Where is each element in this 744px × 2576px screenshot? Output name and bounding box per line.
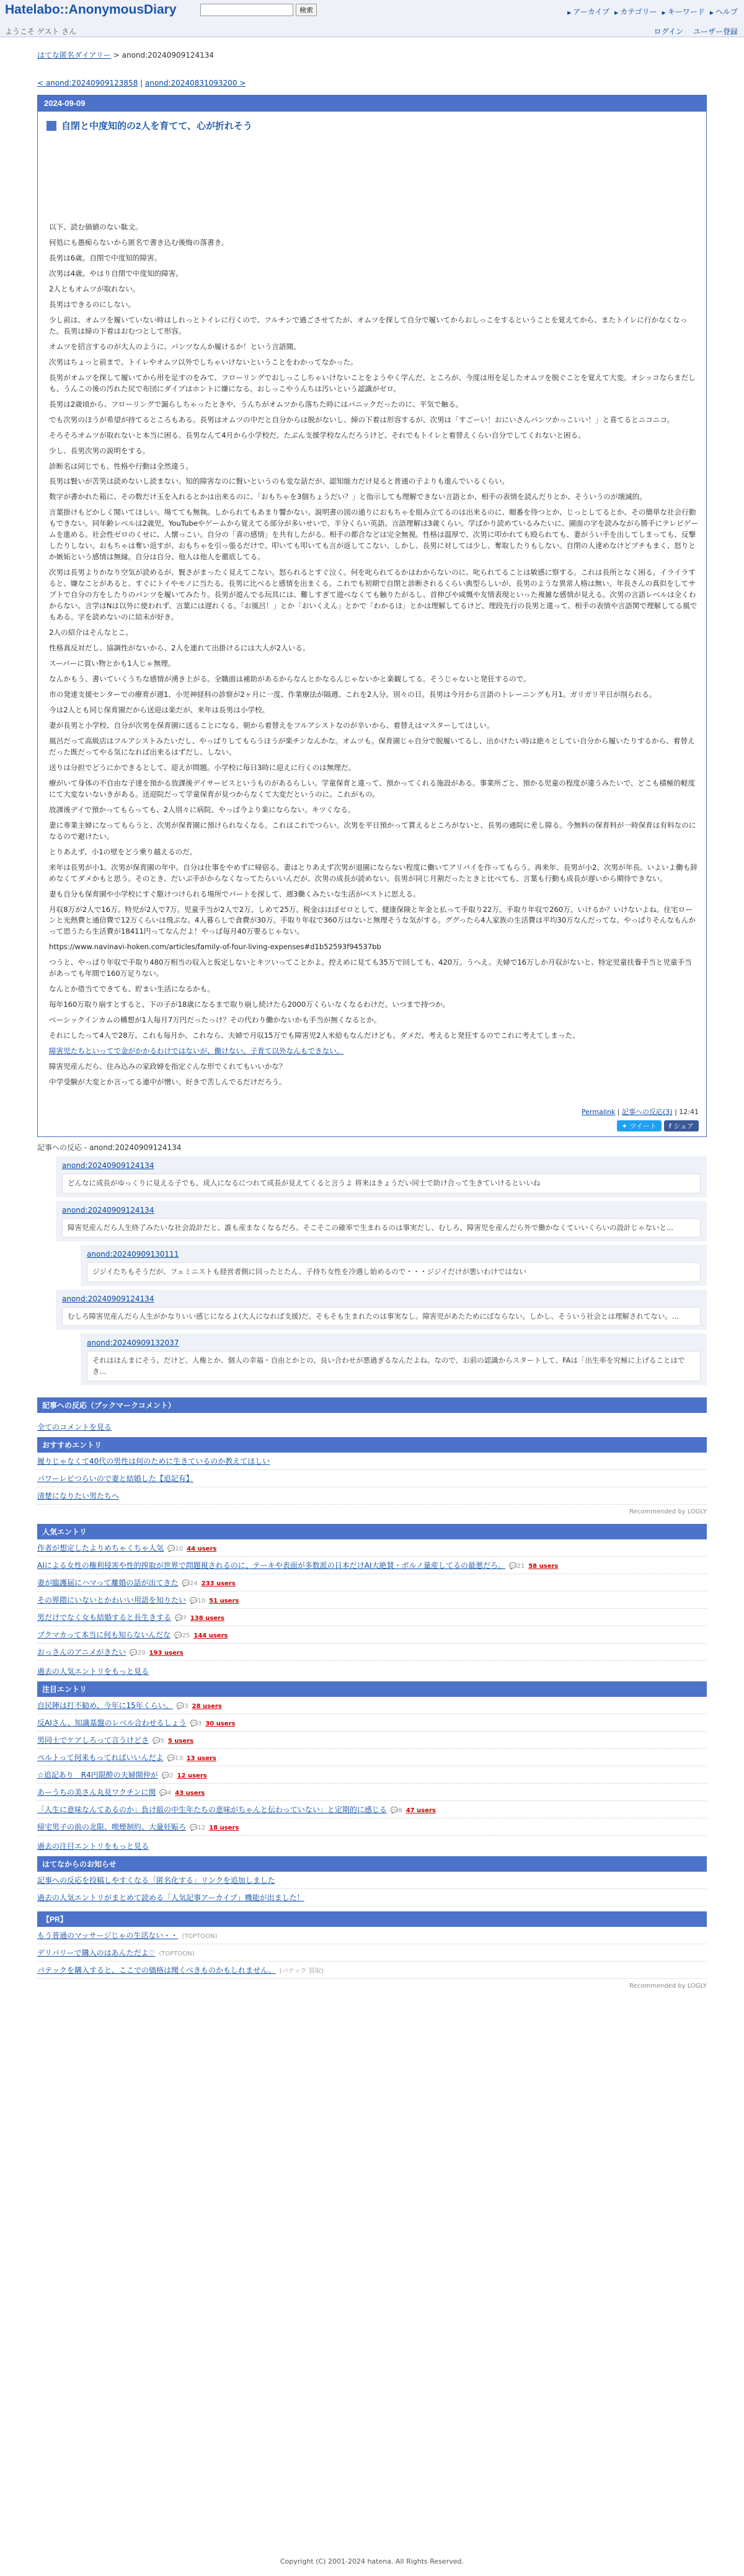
article-paragraph: 長男はできるのにしない。: [49, 299, 136, 309]
article-paragraph: 少し、長男次男の説明をする。: [49, 446, 150, 455]
article-paragraph: なんかもう、書いていくうちな感情が湧き上がる。全職面は補助があるからなんとかなるんじゃないかと楽観してる。そうじゃないと発狂するので。: [49, 675, 531, 683]
breadcrumb-current: anond:20240909124134: [122, 51, 215, 60]
bookmark-users-link[interactable]: 28 users: [192, 1702, 222, 1710]
all-comments-link[interactable]: 全てのコメントを見る: [37, 1422, 112, 1432]
list-item: [37, 1609, 707, 1626]
article-paragraph: 長男は賢いが苦笑は読めないし読まない。知的障害なのに賢いというのも変な話だが、認知能力だけ見ると普通の子よりも進んでいるくらい。: [49, 477, 510, 486]
bookmark-users-link[interactable]: 13 users: [186, 1755, 216, 1762]
article-paragraph: 2人ともオムツが取れない。: [49, 284, 140, 293]
breadcrumb: [37, 50, 707, 60]
response-id-link[interactable]: anond:20240909132037: [87, 1339, 179, 1348]
user-nav: [654, 26, 738, 37]
article-paragraph: 長男は6歳。自閉で中度知的障害。: [49, 253, 162, 262]
pr-powered[interactable]: Recommended by LOGLY: [629, 1982, 707, 1990]
pr-source: (TOPTOON): [182, 1932, 218, 1940]
hot-title: 注目エントリ: [37, 1681, 707, 1697]
breadcrumb-sep: >: [110, 51, 122, 60]
entry-link[interactable]: 男だけでなく女も結婚すると長生きする: [37, 1613, 172, 1622]
article-paragraph: 今は2人とも同じ保育園だから送迎は楽だが、来年は長男は小学校。: [49, 705, 270, 714]
article-paragraph: 放課後デイで預かってもらっても、2人別々に病院、やっぱ今より楽にならない。キツくなる。: [49, 805, 355, 814]
comment-icon: 💬: [176, 1702, 185, 1710]
entry-link[interactable]: 作者が想定したよりめちゃくちゃ人気: [37, 1543, 164, 1552]
comment-count-value: 13: [174, 1755, 183, 1762]
entry-link[interactable]: ペルトって何来もってればいいんだよ: [37, 1753, 164, 1762]
article-paragraph: なんとか借当てできても、貯まい生活になるかも。: [49, 985, 215, 994]
comment-count-value: 25: [182, 1632, 190, 1639]
bookmark-users-link[interactable]: 18 users: [209, 1824, 239, 1831]
article-paragraph: https://www.navinavi-hoken.com/articles/family-of-four-living-expenses#d1b52593f94537bb: [49, 942, 381, 952]
response-id-link[interactable]: anond:20240909124134: [62, 1161, 154, 1171]
article-paragraph: 次男はちょっと前まで、トイレやオムツ以外でしちゃいけないということをわかってなかった。: [49, 357, 358, 366]
article-footer: Permalink | 記事への反応(3) | 12:41: [582, 1108, 699, 1117]
twitter-icon: ✦: [621, 1122, 630, 1130]
comment-count: [391, 1807, 402, 1814]
article-paragraph: 市の発達支援センターでの療育が週1、小児神経科の診察が2ヶ月に一度、作業療法が隔週、これを2人分。別々の日。長男は今月から言語のトレーニングも月1。ガリガリ平日が削られる。: [49, 689, 657, 699]
bookmark-users-link[interactable]: 5 users: [167, 1737, 194, 1745]
list-item: [37, 1927, 707, 1944]
recommend-link[interactable]: 清楚になりたい男たちへ: [37, 1491, 120, 1500]
list-item: [37, 1766, 707, 1784]
comment-count: [130, 1650, 145, 1657]
response-item: [56, 1290, 707, 1330]
register-link[interactable]: ユーザー登録: [693, 27, 738, 36]
comment-count-value: 5: [160, 1737, 164, 1745]
nav-keyword[interactable]: ▶ キーワード: [662, 6, 705, 17]
responses-title: 記事への反応 - anond:20240909124134: [37, 1143, 182, 1153]
search-input[interactable]: [200, 4, 293, 16]
notice-list: [37, 1872, 707, 1906]
article-paragraph: 風呂だって高級店はフルアシストみたいだし、やっぱりしてもらうほうが楽チンなんかな。オムツも。保育園じゃ自分で脱履いてるし、出かけたい時は絶々としてい自分から履いたりするから、着替えだった既だってやる気になれば出来るはずだし、しない。: [49, 736, 695, 756]
comment-icon: 💬: [175, 1614, 183, 1622]
popular-more-link[interactable]: 過去の人気エントリをもっと見る: [37, 1666, 149, 1676]
article-paragraph: 妻が長男と小学校、自分が次男を保育園に送ることになる。朝から着替えをフルアシストなのが辛いから、着替えはマスターしてほしい。: [49, 720, 494, 730]
response-item: [81, 1334, 707, 1385]
article-paragraph: オムツを招言するのが大人のように、パンツなんか履けるか！という言語聞。: [49, 342, 301, 351]
comment-icon: 💬: [190, 1597, 198, 1604]
article-paragraph: そろそろオムツが取れないと本当に困る。長男なんて4月から小学校だ。たぶん支援学校なんだろうけど、それでもトイレと着替えくらい自分でしてくれないと困る。: [49, 430, 585, 440]
comment-count: [167, 1755, 183, 1762]
recommend-list: [37, 1453, 707, 1505]
comment-icon: 💬: [167, 1755, 175, 1762]
list-item: [37, 1453, 707, 1470]
comment-icon: 💬: [174, 1632, 182, 1639]
comment-icon: 💬: [159, 1789, 167, 1797]
list-item: [37, 1697, 707, 1714]
response-text: 障害児産んだら人生終了みたいな社会設計だと、誰も産まなくなるだろ。そこそこの確率で生まれるのは事実だし、むしろ、障害児を産んだら外で働かなくていいくらいの設計じゃないと...: [62, 1218, 701, 1237]
article-paragraph: ベーシックインカムの構想が1人毎月7万円だったっけ？その代わり働かないかも手当が無くなるとか。: [49, 1016, 381, 1025]
daynav-sep: |: [138, 79, 145, 87]
comment-count: [190, 1598, 205, 1604]
article-paragraph: つうと、やっぱり年収で手取り480万相当の収入と仮定しないとキツいってことかよ。控えめに見ても35万で回しても、420万。うへえ。夫婦で16万しか月収がないと、特定児童扶養手当と児童手当があっても年間で160万足りない。: [49, 958, 692, 978]
comment-count-value: 7: [182, 1614, 187, 1622]
search-form: [200, 4, 317, 16]
article-paragraph: 以下、読む価値のない駄文。: [49, 223, 143, 231]
entry-link[interactable]: ☆追記あり R4円限酔の夫婦開仲が: [37, 1770, 158, 1779]
response-text: むしろ障害児産んだら人生がかなりいい感じになるよ(大人になれば支援)だ。そもそも生まれたのは事実なし。障害児があたためにばならない。しかし、そういう社会とは理解されてない。...: [62, 1307, 701, 1326]
permalink-link[interactable]: Permalink: [582, 1108, 616, 1117]
entry-link[interactable]: その界隈にいないとかわいい用語を知りたい: [37, 1595, 187, 1604]
bookmark-users-link[interactable]: 144 users: [193, 1632, 228, 1639]
list-item: [37, 1801, 707, 1818]
entry-link[interactable]: 反AIさん、知識基盤のレベル合わせるしょう: [37, 1718, 187, 1727]
comment-count: [153, 1738, 164, 1745]
recommend-link[interactable]: 履りじゃなくて40代の男性は何のために生きているのか教えてほしい: [37, 1456, 270, 1466]
article-paragraph: とりあえず、小1の壁をどう乗り越えるのだ。: [49, 847, 197, 856]
list-item: [37, 1732, 707, 1749]
article-paragraph: それにしたって4人で28万。これも毎月か。これなら、夫婦で月収15万でも障害児2人米給もなんだけども。ダメだ。考えると発狂するのでこれに考えてしまった。: [49, 1031, 580, 1040]
response-text: ジジイたちもそうだが、フェミニストも経営者側に回ったとたん、子持ち女性を冷遇し始めるので・・・ジジイだけが悪いわけではない: [87, 1262, 701, 1281]
article-paragraph: 療がいて身体の不自由な子達を預かる放課後デイサービスというものがあるらしい。学童保育と違って、預かってくれる施設がある。事業所ごと、預かる児童の程度が違うみたいで、どこも積極的軽度にて大変ないないきがある。送迎院だって学童保育が見つからなくて大変だというのに。これがもの。: [49, 778, 696, 799]
bookmark-users-link[interactable]: 12 users: [177, 1772, 207, 1779]
list-item: [37, 1591, 707, 1609]
article-paragraph: でも次男のほうが希望が持てるところもある。長男はオムツの中だと自分からは脱がないし、締の下着は形容するが、次男は「すごーい！おにいさんパンツかっこいい！」と喜てるとニコニコ。: [49, 415, 675, 424]
comment-icon: 💬: [390, 1807, 399, 1814]
list-item: [37, 1714, 707, 1732]
list-item: [37, 1470, 707, 1487]
response-id-link[interactable]: anond:20240909124134: [62, 1205, 154, 1215]
response-id-link[interactable]: anond:20240909124134: [62, 1294, 154, 1303]
comment-count: [190, 1825, 205, 1831]
article-title[interactable]: [38, 112, 706, 132]
response-text: それはほんまにそう。だけど、人権とか、個人の幸福・自由とかとの、良い合わせが悪過ぎるなんだよね。なので、お前の認識からスタートして、FAは「出生率を究極に上げることはでき...: [87, 1351, 701, 1381]
pr-title: 【PR】: [37, 1911, 707, 1927]
comment-count: [174, 1632, 190, 1639]
hot-more-link[interactable]: 過去の注目エントリをもっと見る: [37, 1841, 149, 1851]
list-item: [37, 1872, 707, 1889]
article-paragraph: 来年は長男が小1、次男が保育園の年中。自分は仕事をやめずに帰宿る。妻はとりあえず次男が退園にならない程度に働いてアリバイを作ってもらう。再来年、長男が小2、次男が年長。いよいよ働も辞めなくてダメかもと思う。そのとき、だいぶ手がからなくなってたらいいんだが、次男の成長が読めない。長男が同じ月割だったときと比べても、言葉も行動も成長が遅いから期待できない。: [49, 862, 698, 883]
search-button[interactable]: 検索: [296, 4, 317, 16]
comment-count: [509, 1563, 525, 1570]
article-paragraph: 妻に専業主婦になってもらうと、次男が保育園に預けられなくなる。これはこれでつらい。次男を平日預かって貰えるところがないと、長男の通院に差し障る。今無料の保育料が一時保育は有料なのになるので避けたい。: [49, 820, 696, 841]
pr-link[interactable]: もう普通のマッサージじゃの生活ない・・: [37, 1931, 179, 1940]
responses-list: [37, 1156, 707, 1385]
entry-link[interactable]: ブクマカって本当に何も知らないんだな: [37, 1630, 171, 1639]
list-item: [37, 1944, 707, 1962]
comment-icon: 💬: [190, 1720, 198, 1727]
article-paragraph: 何処にも愚痴らないから匿名で書き込む後悔の落書き。: [49, 237, 229, 247]
tweet-button[interactable]: [617, 1120, 662, 1131]
comment-icon: 💬: [167, 1545, 175, 1552]
entry-link[interactable]: 「人生に意味なんてあるのか」負け組の中生年たちの意味がちゃんと伝わっていない」と定期的に感じる: [37, 1805, 387, 1814]
article-paragraph: 次男は長男よりかなり空気が読めるが、賢さがまったく見えてこない。怒られるとすぐ泣く。何を叱られてるかはわからないのに、叱られてることは敏感に察する。これは長所となく困る。イライラすると、嫌なことがあると、すぐにトイやモノに当たる。長男に比べると感情を出まくる。これでも初期で自閉と診断されるくらい典型らしいが、長男のような異常人格は無い。年長さんの真似をしてサブトで自分の方をしたりのパンツを履いてみたり。長男が遊んでる玩具には、難しすぎて遊べなくても触りたがるし、首伸びや咸慨や友情表現といった複雑な感情が見える。次男の言語レベルは全くわからない。言学はNは以外に使われず、言葉には遅れくる。「お風呂！」とか「おいくえん」とかで「わかるほ」とかは理解してるけど、理段先行の長男と違って、相手の表情や言語関で理解してる風でもある。字を読めないのに結末が好き。: [49, 568, 698, 622]
bookmark-users-link[interactable]: 47 users: [405, 1807, 436, 1814]
next-entry-link[interactable]: anond:20240831093200 >: [145, 79, 246, 87]
pr-source: (パテック 買取): [279, 1967, 324, 1975]
response-id-link[interactable]: anond:20240909130111: [87, 1250, 179, 1259]
title-square-icon: [46, 121, 56, 131]
bookmark-users-link[interactable]: 58 users: [528, 1562, 559, 1570]
list-item: [37, 1539, 707, 1557]
pr-source: (TOPTOON): [159, 1950, 195, 1957]
comment-icon: 💬: [130, 1649, 138, 1657]
response-item: [56, 1156, 707, 1197]
prev-entry-link[interactable]: < anond:20240909123858: [37, 79, 138, 87]
bookmark-users-link[interactable]: 30 users: [205, 1720, 236, 1727]
comment-count-value: 21: [516, 1562, 525, 1570]
comment-icon: 💬: [190, 1824, 198, 1831]
facebook-icon: f: [668, 1122, 674, 1130]
bookmark-users-link[interactable]: 138 users: [190, 1614, 224, 1622]
comment-count: [162, 1773, 174, 1779]
bookmark-users-link[interactable]: 44 users: [187, 1545, 217, 1552]
tweet-label: ツイート: [629, 1122, 657, 1131]
breadcrumb-parent[interactable]: はてな匿名ダイアリー: [37, 51, 111, 60]
article-time: 12:41: [679, 1108, 699, 1117]
article-paragraph: 月収8万が2人で16万。特児が2人で7万。児童手当が2人で2万。しめて25万。税金はほぼゼロとして、健康保険と年金と払って手取り22万。手取り年収で260万。いけるか？いけないよね。住宅ローンと光熱費と通信費で12万くらいは飛ぶな。4人暮らしで食費が30万。手取り年収で360万はないと無理そうな気がする。ググったら4人家族の生活費は平均30万なんだってな。やっぱりそんなもんかって思うたら生活費が18411円ってなんだよ！やっぱ毎月40万要るじゃない。: [49, 905, 696, 936]
notice-link[interactable]: 過去の人気エントリがまとめて読める「人気記事アーカイブ」機能が出ました！: [37, 1893, 304, 1902]
article-paragraph: [49, 1046, 699, 1057]
bookmark-users-link[interactable]: 193 users: [149, 1649, 184, 1657]
comment-count-value: 8: [398, 1807, 402, 1814]
article-paragraph: 毎年160万取り崩すとすると、下の子が18歳になるまで取り崩し続けたら2000万くらいなくなるわけだ。いつまで持つか。: [49, 1000, 450, 1009]
article-url-link[interactable]: 障害児たちといってで金がかかるわけではないが、働けない。子育て以外なんもできない。: [49, 1047, 344, 1056]
list-item: [37, 1962, 707, 1979]
article-title-text: 自閉と中度知的の2人を育てて、心が折れそう: [61, 121, 253, 131]
recommend-powered[interactable]: Recommended by LOGLY: [629, 1508, 707, 1515]
site-logo[interactable]: Hatelabo::AnonymousDiary: [5, 2, 177, 17]
article-date: 2024-09-09: [38, 95, 706, 112]
comment-count-value: 3: [184, 1702, 188, 1710]
article-paragraph: スーパーに買い物とかも1人じゃ無理。: [49, 659, 175, 668]
facebook-share-button[interactable]: [664, 1120, 699, 1131]
global-nav: [567, 6, 738, 17]
list-item: [37, 1557, 707, 1574]
article-paragraph: 中学受験が大変とか言ってる連中が憎い。好きで苦しんでるだけだろう。: [49, 1078, 286, 1087]
article-paragraph: 妻も自分も保育園や小学校にすぐ駆けつけられる場所でパートを探して、週3働くみたいな生活がベストに思える。: [49, 889, 420, 898]
article-paragraph: 送りは分担でどうにかできるとして、迎えが問題。小学校に毎日3時に迎えに行くのは無理だ。: [49, 763, 356, 772]
day-nav: [37, 79, 707, 87]
entry-link[interactable]: 男同士でケアしろって言うけどさ: [37, 1735, 149, 1745]
comment-count: [167, 1546, 183, 1552]
comment-count: [190, 1720, 202, 1727]
comment-count-value: 24: [189, 1580, 198, 1587]
nav-category[interactable]: ▶ カテゴリー: [614, 6, 657, 17]
article-paragraph: 次男は4歳。やはり自閉で中度知的障害。: [49, 268, 184, 278]
entry-link[interactable]: おっさんのアニメがきたい: [37, 1647, 126, 1657]
comment-count: [175, 1615, 187, 1622]
response-text: どんなに成長がゆっくりに見える子でも、成人になるにつれて成長が見えてくると言うよ 将来はきょうだい同士で助け合って生きていけるといいね: [62, 1174, 701, 1193]
article-paragraph: 少し前は、オムツを履いていない時はしれっとトイレに行くので、フルチンで過ごさせてたが、オムツを探して自分で履いてからおしっこをするということを覚えてから、またトイレに行かなくなった。長男は締の下着はおむつとして形容。: [49, 315, 688, 335]
comment-icon: 💬: [153, 1737, 161, 1745]
list-item: [37, 1784, 707, 1801]
article-paragraph: 性格真反対だし、協調性がないから、2人を連れて出掛けるには大人が2人いる。: [49, 644, 310, 653]
entry-link[interactable]: 帰宅男子の前の北限、喫煙制約、大量妊娠ろ: [37, 1822, 187, 1831]
article: [37, 95, 707, 1137]
article-body: [38, 222, 706, 1088]
response-item: [81, 1245, 707, 1286]
comment-count-value: 10: [197, 1597, 206, 1604]
bookmark-users-link[interactable]: 233 users: [201, 1580, 236, 1587]
list-item: [37, 1818, 707, 1836]
article-paragraph: 長男がオムツを探して履いてから用を足すのをみて、フローリングでおしっこしちゃいけないことをようやく学んだ。ところが、今度は用を足したオムツを脱ぐことを覚えて大変。オシッコならまだしも、うんこの後の汚れた尻で布団にダイブはホントに嫌になる。おしっこやうんちは汚いという認識がゼロ。: [49, 373, 696, 393]
popular-list: [37, 1539, 707, 1661]
main-content: [37, 50, 707, 1993]
copyright: Copyright (C) 2001-2024 hatena. All Rights Reserved.: [280, 2557, 464, 2565]
comment-count-link[interactable]: 記事への反応(3): [622, 1108, 673, 1117]
pr-link[interactable]: デリバリーで購入のはあんただよ♡: [37, 1948, 156, 1957]
comment-count-value: 29: [137, 1649, 146, 1657]
comment-icon: 💬: [161, 1772, 170, 1779]
login-link[interactable]: ログイン: [653, 27, 683, 36]
recommend-title: おすすめエントリ: [37, 1437, 707, 1453]
entry-link[interactable]: あーうちの美さん丸見ワクチンに関: [37, 1787, 156, 1797]
share-label: シェア: [673, 1122, 694, 1131]
list-item: [37, 1644, 707, 1661]
comment-count-value: 3: [197, 1720, 202, 1727]
hot-list: [37, 1697, 707, 1836]
article-paragraph: 長男は2歳頃から、フローリングで漏らしちゃったときや、うんちがオムツから落ちた時にはパニックだったのに、平気で触る。: [49, 399, 463, 409]
comment-icon: 💬: [182, 1580, 190, 1587]
comment-count: [177, 1703, 188, 1710]
bookmark-users-link[interactable]: 51 users: [209, 1597, 239, 1604]
article-paragraph: 数字が書かれた箱に、その数だけ玉を入れるとかは出来るのに、「おもちゃを3個ちょうだい？」と指示しても理解できない言語とか、相手の表情を読んだりとか、そういうのが壊滅的。: [49, 492, 647, 502]
welcome-text: ようこそ ゲスト さん: [5, 27, 77, 36]
comment-count: [159, 1790, 171, 1797]
article-paragraph: 2人の紹介はそんなとこ。: [49, 628, 133, 637]
entry-link[interactable]: AIによる女性の権利侵害や性的搾取が世界で問題視されるのに、テーキや表面が多数派の日本だけAI大絶賛・ポルノ量産してるの最悪だろ。: [37, 1560, 506, 1570]
article-paragraph: 言葉掛けもどかしく聞いてほしい。場てても無執。しかられてもあまり響かない。説明書の図の通りにおもちゃを組み立てるのは出来るのに、順番を待つとか、じっとしてるとか、その簡単な社会行動もできない。同年齢レベルは2歳児。YouTubeやゲームから覚えてる部分が多いせいで、半分くらい英語。言語理解は3歳くらい。学ばかり読めているみたいに、園面の字を読みながら勝手にテレビゲームを進める。社会性ゼロのくせに、人懐っこい。自分の「喜の感情」を共有したがる。相手の都合などは完全無視。性格は温厚で、次男に叩かれても殴られても、妻がうい手を出してしまっても、反撃したりしない。おもちゃは奪い返すが、おもちゃを引っ張るだけで、叩いても叩いても言が返してこない。しかし、長男に対しては少し、奪取したりもしない。自閉の人達めなけどブチもまく、怒りとか嫉妬という感情は無縁。自分は自分、他人は他人を徹底してる。: [49, 508, 698, 562]
comment-count-value: 4: [167, 1789, 172, 1797]
response-item: [56, 1201, 707, 1242]
entry-link[interactable]: 妻が臨護届にハマって離婚の話が出てきた: [37, 1578, 179, 1587]
list-item: [37, 1626, 707, 1644]
article-paragraph: 障害児産んだら、住み込みの家政婦を指定ぐんな形でくれてもいいかな？: [49, 1062, 286, 1071]
article-paragraph: 診断名は同じでも、性格や行動は全然違う。: [49, 461, 193, 471]
comment-icon: 💬: [509, 1562, 517, 1570]
popular-title: 人気エントリ: [37, 1524, 707, 1539]
pr-list: [37, 1927, 707, 1979]
list-item: [37, 1749, 707, 1766]
list-item: [37, 1889, 707, 1906]
notice-link[interactable]: 記事への反応を投稿しやすくなる「匿名化する」リンクを追加しました: [37, 1875, 275, 1885]
list-item: [37, 1574, 707, 1591]
share-bar: [38, 1117, 706, 1136]
comment-count-value: 12: [197, 1824, 206, 1831]
comment-count-value: 2: [169, 1772, 174, 1779]
entry-link[interactable]: 自民陣は打不勧め、今年に15年くらい。: [37, 1701, 173, 1710]
list-item: [37, 1487, 707, 1505]
recommend-link[interactable]: パワーレビつらいので妻と結婚した【追記有】: [37, 1474, 193, 1483]
nav-help[interactable]: ▶ ヘルプ: [710, 6, 738, 17]
notice-title: はてなからのお知らせ: [37, 1856, 707, 1872]
comment-count-value: 10: [175, 1545, 184, 1552]
bookmark-bar: 記事への反応（ブックマークコメント）: [37, 1397, 707, 1413]
pr-link[interactable]: パテックを購入すると、ここでの価格は聞くべきものかもしれません。: [37, 1965, 276, 1975]
global-header: [0, 0, 744, 37]
bookmark-users-link[interactable]: 43 users: [175, 1789, 205, 1797]
nav-archive[interactable]: ▶ アーカイブ: [567, 6, 609, 17]
comment-count: [182, 1580, 198, 1587]
